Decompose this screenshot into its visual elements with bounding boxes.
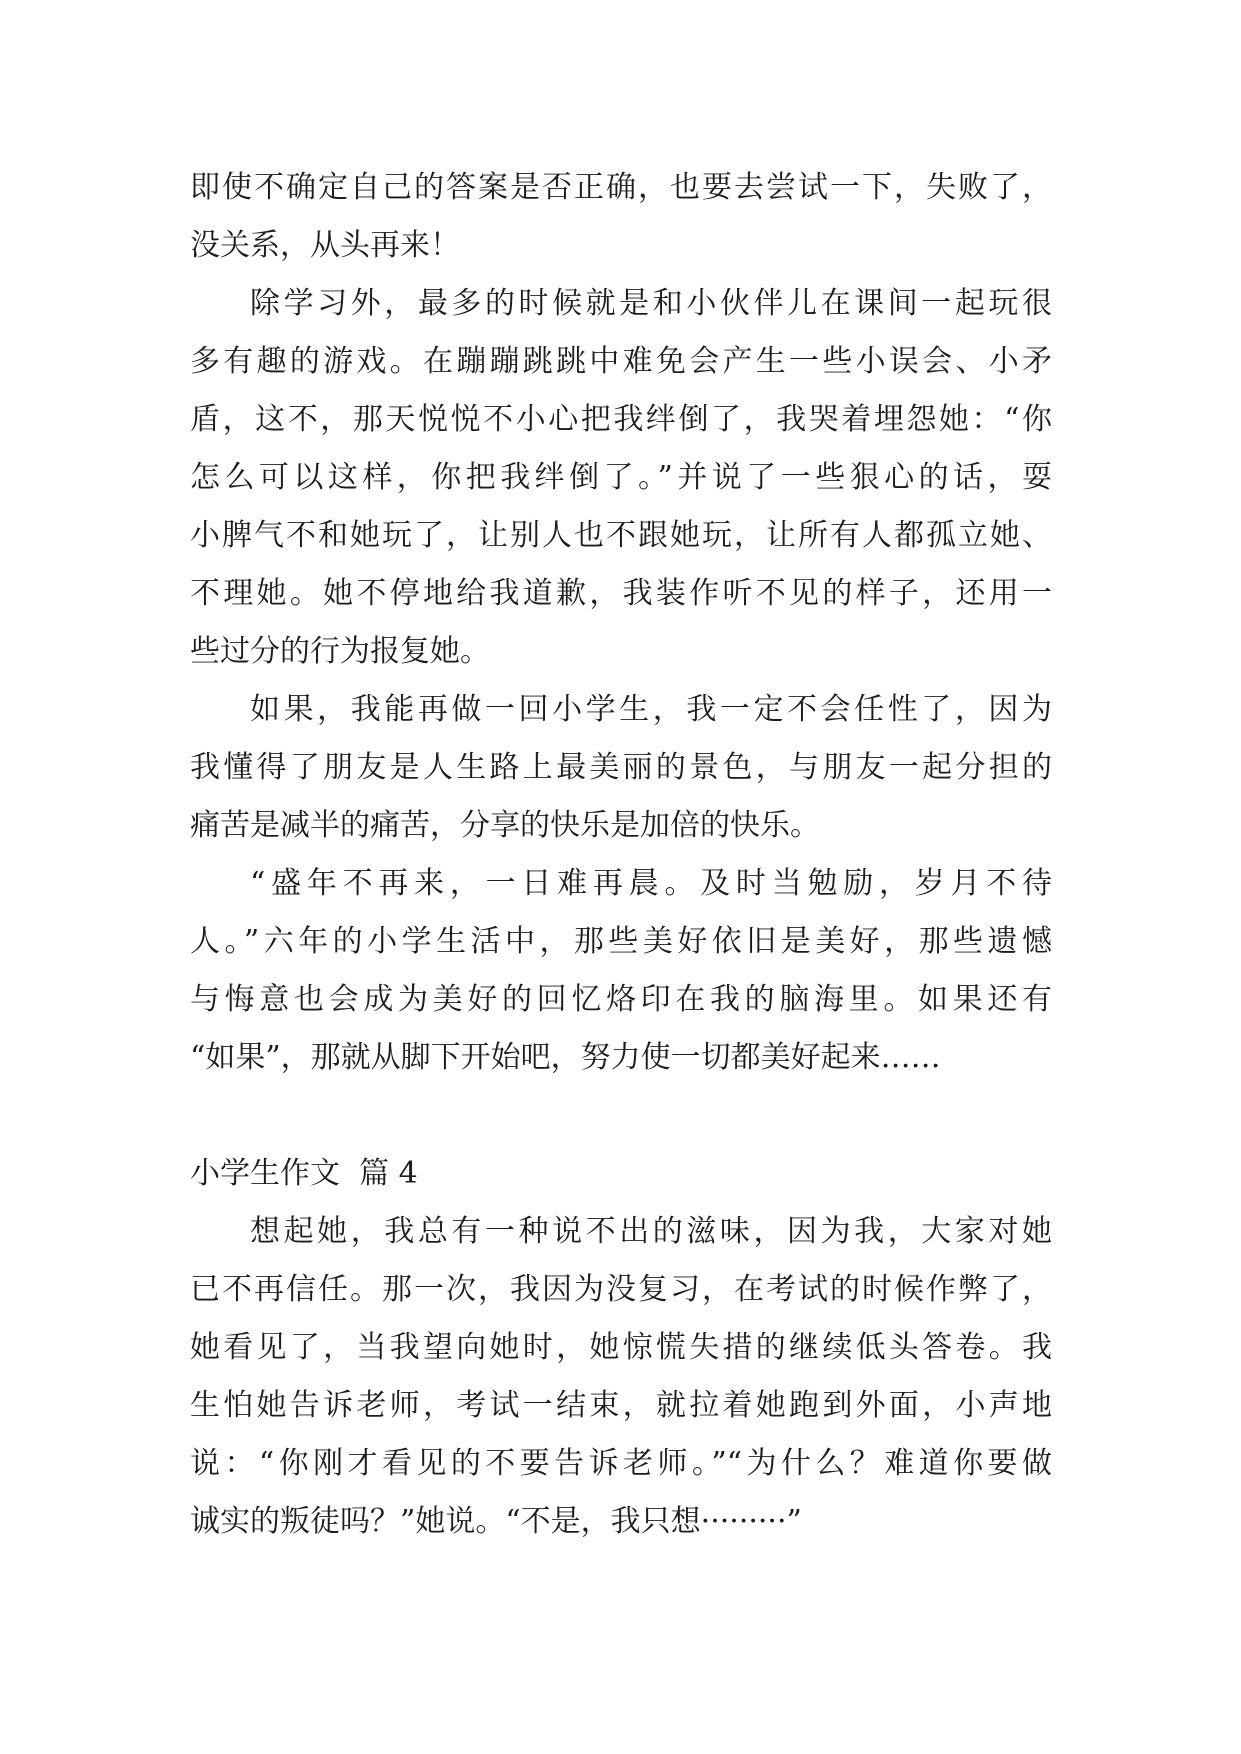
text-line: 小脾气不和她玩了，让别人也不跟她玩，让所有人都孤立她、: [190, 518, 1052, 553]
paragraph: [190, 159, 1052, 275]
text-line: 说：“你刚才看见的不要告诉老师。”“为什么？难道你要做: [190, 1446, 1052, 1481]
text-line: 生怕她告诉老师，考试一结束，就拉着她跑到外面，小声地: [190, 1388, 1052, 1423]
text-line: 想起她，我总有一种说不出的滋味，因为我，大家对她: [250, 1214, 1052, 1249]
text-line: 些过分的行为报复她。: [190, 634, 490, 669]
text-line: 怎么可以这样，你把我绊倒了。”并说了一些狠心的话，耍: [190, 460, 1052, 495]
text-line: 不理她。她不停地给我道歉，我装作听不见的样子，还用一: [190, 576, 1052, 611]
section-spacer: [190, 1087, 1052, 1145]
paragraph: [190, 855, 1052, 1087]
text-line: 没关系，从头再来！: [190, 228, 460, 263]
document-body: [190, 159, 1052, 1551]
text-line: 与悔意也会成为美好的回忆烙印在我的脑海里。如果还有: [190, 982, 1052, 1017]
text-line: 多有趣的游戏。在蹦蹦跳跳中难免会产生一些小误会、小矛: [190, 344, 1052, 379]
text-line: 诚实的叛徒吗？”她说。“不是，我只想·········”: [190, 1504, 802, 1539]
text-line: 除学习外，最多的时候就是和小伙伴儿在课间一起玩很: [250, 286, 1052, 321]
paragraph: [190, 1203, 1052, 1551]
paragraph: [190, 275, 1052, 681]
text-line: 痛苦是减半的痛苦，分享的快乐是加倍的快乐。: [190, 808, 820, 843]
text-line: 她看见了，当我望向她时，她惊慌失措的继续低头答卷。我: [190, 1330, 1052, 1365]
text-line: 如果，我能再做一回小学生，我一定不会任性了，因为: [250, 692, 1052, 727]
paragraph: [190, 681, 1052, 855]
text-line: 我懂得了朋友是人生路上最美丽的景色，与朋友一起分担的: [190, 750, 1052, 785]
text-line: “盛年不再来，一日难再晨。及时当勉励，岁月不待: [250, 866, 1052, 901]
text-line: 盾，这不，那天悦悦不小心把我绊倒了，我哭着埋怨她：“你: [190, 402, 1052, 437]
section-heading: 小学生作文 篇 4: [190, 1156, 418, 1191]
text-line: 已不再信任。那一次，我因为没复习，在考试的时候作弊了，: [190, 1272, 1052, 1307]
text-line: “如果”，那就从脚下开始吧，努力使一切都美好起来……: [190, 1040, 941, 1075]
text-line: 即使不确定自己的答案是否正确，也要去尝试一下，失败了，: [190, 170, 1052, 205]
text-line: 人。”六年的小学生活中，那些美好依旧是美好，那些遗憾: [190, 924, 1052, 959]
